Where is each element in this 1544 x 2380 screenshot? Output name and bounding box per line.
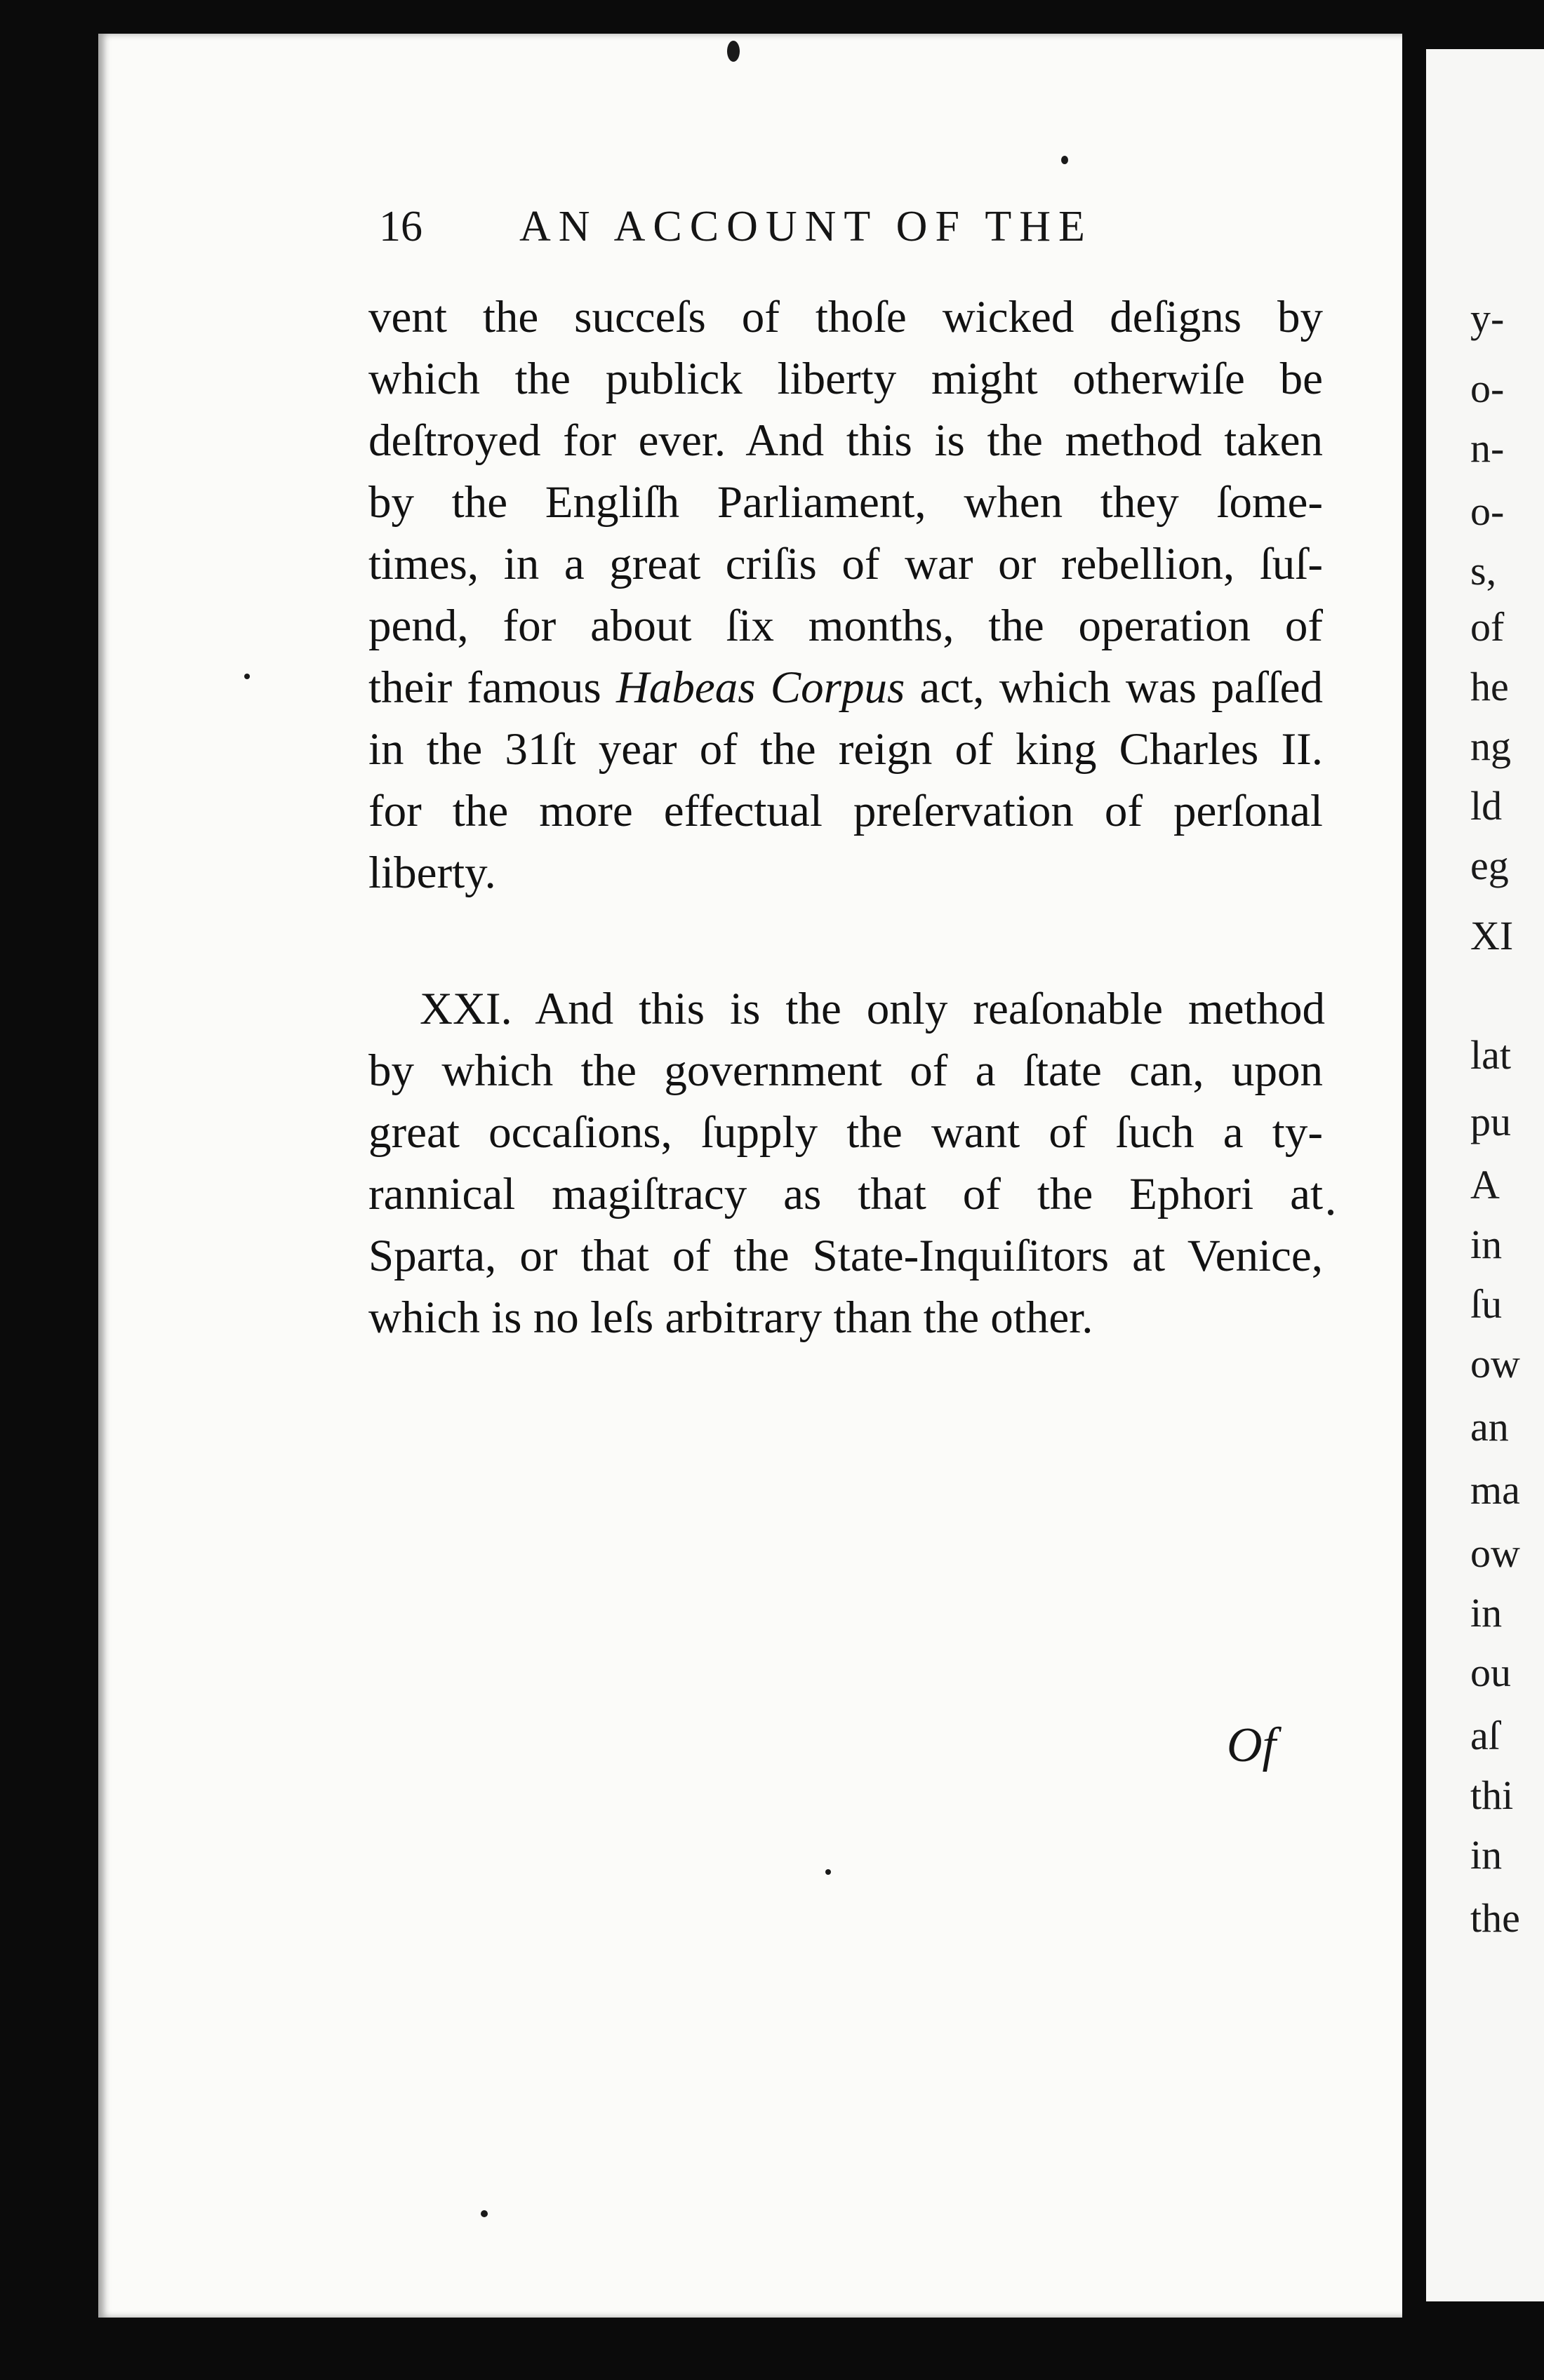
facing-page-fragment: in: [1470, 1590, 1503, 1636]
text-line: rannical magiſtracy as that of the Ephori at: [368, 1169, 1323, 1219]
text-line: for the more effectual preſervation of perſonal: [368, 786, 1323, 836]
facing-page-fragment: o-: [1470, 366, 1505, 411]
facing-page-fragment: n-: [1470, 425, 1505, 471]
facing-page-fragment: the: [1470, 1895, 1520, 1941]
text-line: in the 31ſt year of the reign of king Charles II.: [368, 724, 1323, 775]
facing-page-fragment: of: [1470, 604, 1505, 650]
italic-act-name: Habeas Corpus: [615, 662, 905, 713]
facing-page-fragment: A: [1470, 1162, 1500, 1208]
facing-page-fragment: ng: [1470, 723, 1511, 769]
facing-page-fragment: ow: [1470, 1341, 1520, 1386]
ink-speck: [825, 1869, 831, 1875]
ink-speck: [1328, 1210, 1333, 1215]
facing-page-fragment: pu: [1470, 1099, 1511, 1144]
facing-page-fragment: in: [1470, 1832, 1503, 1878]
facing-page-fragment: ow: [1470, 1530, 1520, 1576]
facing-page-fragment: aſ: [1470, 1713, 1500, 1758]
text-line: liberty.: [368, 848, 496, 898]
facing-page-fragment: o-: [1470, 488, 1505, 534]
facing-page-fragment: he: [1470, 664, 1509, 709]
text-line: times, in a great criſis of war or rebellion, ſuſ-: [368, 539, 1323, 589]
facing-page-fragment: s,: [1470, 548, 1497, 594]
page-number: 16: [379, 203, 422, 250]
facing-page-fragment: ſu: [1470, 1281, 1503, 1327]
running-head: AN ACCOUNT OF THE: [519, 203, 1093, 250]
facing-page-fragment: y-: [1470, 295, 1505, 341]
facing-page-fragment: in: [1470, 1222, 1503, 1267]
text-line: which is no leſs arbitrary than the other.: [368, 1292, 1093, 1343]
facing-page-fragment: an: [1470, 1404, 1509, 1450]
facing-page-fragment: eg: [1470, 843, 1509, 888]
section-heading-line: XXI. And this is the only reaſonable method: [420, 984, 1325, 1034]
text-line: by which the government of a ſtate can, upon: [368, 1045, 1323, 1096]
ink-speck: [1061, 156, 1068, 164]
facing-page-fragment: ou: [1470, 1650, 1511, 1695]
ink-speck: [244, 674, 250, 679]
ink-speck: [727, 41, 740, 62]
ink-speck: [481, 2210, 488, 2217]
text-line: pend, for about ſix months, the operation of: [368, 601, 1323, 651]
text-line: vent the succeſs of thoſe wicked deſigns by: [368, 292, 1323, 342]
facing-page-fragment: ld: [1470, 783, 1503, 829]
facing-page-fragment: lat: [1470, 1032, 1511, 1078]
text-line: their famous Habeas Corpus act, which was paſſed: [368, 662, 1323, 713]
text-line: Sparta, or that of the State-Inquiſitors at Venice,: [368, 1231, 1323, 1281]
text-line: which the publick liberty might otherwiſe be: [368, 354, 1323, 404]
catchword: Of: [1227, 1718, 1276, 1772]
facing-page-fragment: XI: [1470, 913, 1514, 958]
text-line: deſtroyed for ever. And this is the method taken: [368, 415, 1323, 466]
page-gutter: [1402, 34, 1426, 2318]
facing-page-fragment: ma: [1470, 1467, 1520, 1513]
facing-page-fragment: thi: [1470, 1772, 1514, 1818]
text-line: by the Engliſh Parliament, when they ſome-: [368, 477, 1323, 528]
text-line: great occaſions, ſupply the want of ſuch a ty-: [368, 1107, 1323, 1158]
